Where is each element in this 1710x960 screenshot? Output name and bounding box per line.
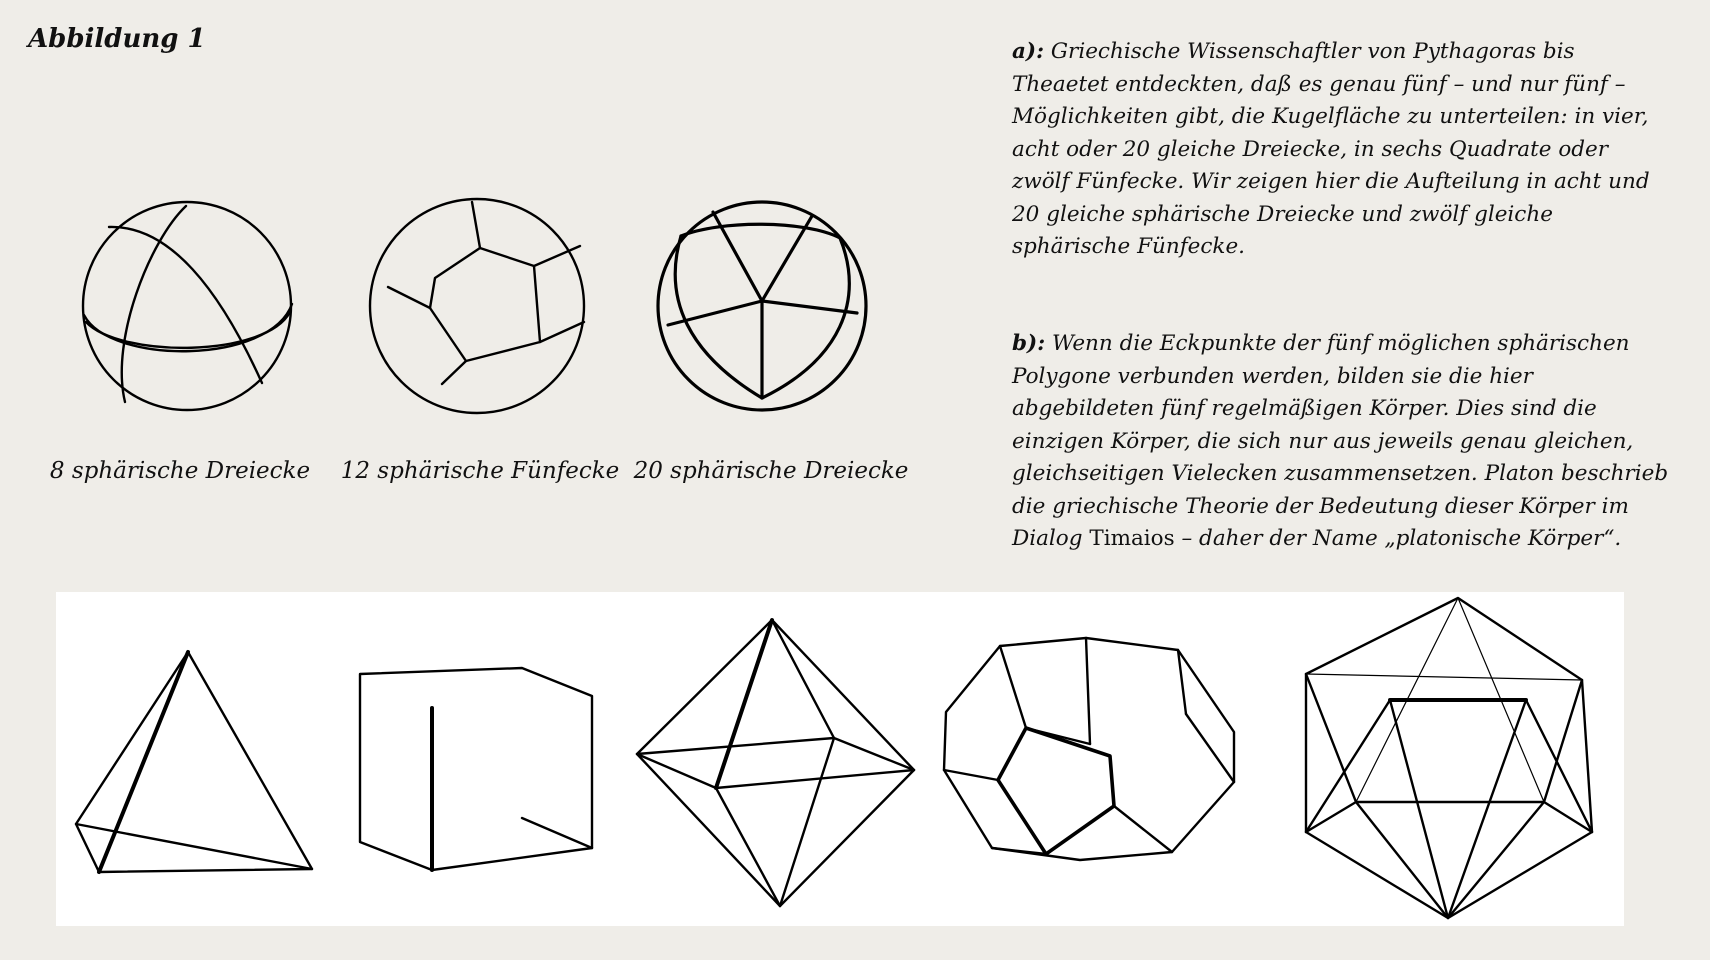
icosahedron-icon (1306, 598, 1592, 918)
paragraph-b (1012, 328, 1672, 556)
octahedral-sphere-icon (83, 202, 292, 410)
sphere-caption-2: 12 sphärische Fünfecke (340, 458, 620, 484)
paragraph-b-text-before: Wenn die Eckpunkte der fünf möglichen sphärischen Polygone verbunden werden, bilden sie die hier abgebildeten fünf regelmäßigen Körper. Dies sind die einzigen Körper, die sich nur aus jeweils genau gleichen, gleichseitigen Vielecken zusammensetzen. Platon beschrieb die griechische Theorie der Bedeutung dieser Körper im Dialog (1012, 331, 1669, 551)
paragraph-b-label: b): (1012, 331, 1046, 356)
tetrahedron-icon (76, 652, 312, 872)
paragraph-a (1012, 36, 1672, 264)
paragraph-b-title-word: Timaios (1089, 526, 1175, 551)
platonic-solids-panel (56, 592, 1624, 926)
octahedron-icon (637, 620, 914, 906)
spheres-illustration (0, 180, 920, 440)
icosahedral-sphere-icon (658, 202, 866, 410)
platonic-solids-illustration (56, 592, 1624, 926)
paragraph-a-text: Griechische Wissenschaftler von Pythagoras bis Theaetet entdeckten, daß es genau fünf – und nur fünf – Möglichkeiten gibt, die Kugelfläche zu unterteilen: in vier, acht oder 20 gleiche Dreiecke, in sechs Quadrate oder zwölf Fünfecke. Wir zeigen hier die Aufteilung in acht und 20 gleiche sphärische Dreiecke und zwölf gleiche sphärische Fünfecke. (1012, 39, 1650, 259)
sphere-caption-3: 20 sphärische Dreiecke (633, 458, 909, 484)
dodecahedron-icon (944, 638, 1234, 860)
paragraph-a-label: a): (1012, 39, 1045, 64)
sphere-caption-1: 8 sphärische Dreiecke (49, 458, 311, 484)
dodecahedral-sphere-icon (370, 199, 584, 413)
paragraph-b-text-after: – daher der Name „platonische Körper“. (1174, 526, 1622, 551)
figure-title: Abbildung 1 (28, 24, 206, 54)
cube-icon (360, 668, 592, 870)
